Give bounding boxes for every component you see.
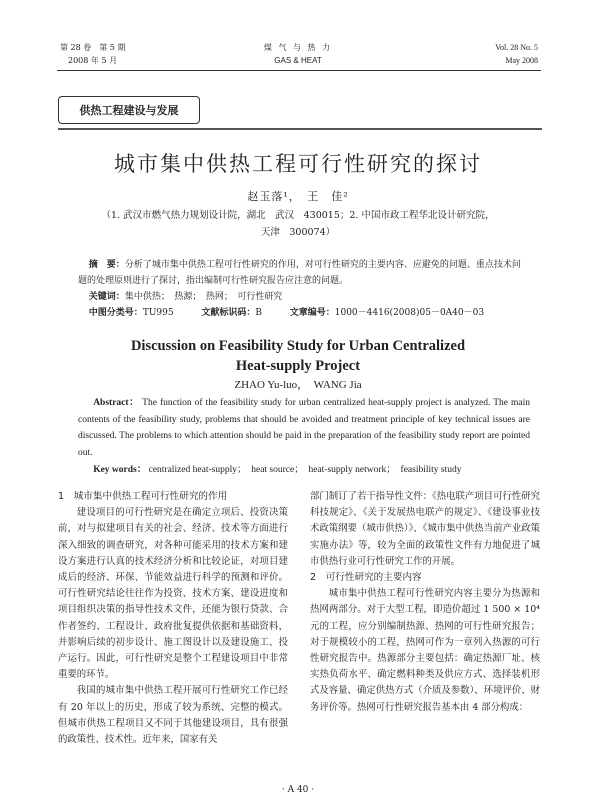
keywords-zh [78, 289, 528, 305]
title-en-line-2: Heat-supply Project [235, 358, 361, 374]
classification-line [78, 305, 528, 321]
journal-volume-en: Vol. 28 No. 5 [495, 43, 538, 52]
paper-title-zh: 城市集中供热工程可行性研究的探讨 [114, 152, 482, 176]
section-tab: 供热工程建设与发展 [58, 96, 200, 124]
keywords-en [78, 462, 530, 479]
affiliations-zh [60, 207, 536, 241]
authors-en: ZHAO Yu-luo， WANG Jia [234, 379, 362, 391]
body-paragraph: 部门制订了若干指导性文件：《热电联产项目可行性研究科技规定》、《关于发展热电联产的规定》、《建设事业技术政策纲要（城市供热）》、《城市集中供热当前产业政策实施办法》等，较为全面的政策性文件有力地促进了城市供热行业可行性研究工作的开展。 [310, 491, 540, 567]
body-paragraph: 我国的城市集中供热工程开展可行性研究工作已经有 20 年以上的历史，形成了较为系统、完整的模式。但城市供热工程项目又不同于其他建设项目，具有很强的政策性、技术性。近年来，国家有关 [58, 685, 288, 746]
section-divider [58, 128, 542, 130]
doccode-value: B [255, 308, 262, 318]
abstract-zh [78, 257, 528, 289]
section-heading-1: 1 城市集中供热工程可行性研究的作用 [58, 491, 228, 502]
journal-volume-issue: 第 28 卷 第 5 期 [60, 43, 126, 52]
abstract-en-block [78, 395, 530, 479]
journal-name-zh: 煤 气 与 热 力 [263, 43, 333, 52]
abstract-en-text: The function of the feasibility study for urban centralized heat-supply project is analyzed. The main contents of the feasibility study, problems that should be avoided and treatment principle of key technical issues are discussed. The problems to which attention should be paid in the preparation of the feasibility study report are pointed out. [78, 398, 530, 458]
section-heading-2: 2 可行性研究的主要内容 [310, 572, 422, 584]
clc-value: TU995 [142, 308, 174, 318]
right-column [310, 489, 540, 716]
abstract-zh-text: 分析了城市集中供热工程可行性研究的作用，对可行性研究的主要内容、应避免的问题、重点技术问题的处理原则进行了探讨，指出编制可行性研究报告应注意的问题。 [78, 260, 521, 286]
abstract-en [78, 395, 530, 461]
keywords-en-label: Key words： [93, 465, 147, 475]
clc-label: 中图分类号： [88, 308, 143, 318]
keywords-en-text: centralized heat-supply； heat source； heat-supply network； feasibility study [148, 465, 462, 475]
body-paragraph: 建设项目的可行性研究是在确定立项后、投资决策前，对与拟建项目有关的社会、经济、技术等方面进行深入细致的调查研究，对各种可能采用的技术方案和建设方案进行认真的技术经济分析和比较论证，对项目建成后的经济、环保、节能效益进行科学的预测和评价。可行性研究结论往往作为投资、技术方案、建设进度和项目组织决策的指导性技术文件，还能为银行贷款、合作者签约、工程设计、政府批复提供依据和基础资料，并影响后续的初步设计、施工图设计以及建设施工、投产运行。因此，可行性研究是整个工程建设项目中非常重要的环节。 [58, 507, 288, 681]
paper-title-en [0, 336, 596, 376]
doccode-label: 文献标识码： [201, 308, 256, 318]
header-rule [57, 70, 541, 71]
article-no-label: 文章编号： [289, 308, 335, 318]
journal-date-en: May 2008 [505, 56, 538, 65]
title-en-line-1: Discussion on Feasibility Study for Urban Centralized [130, 338, 466, 354]
journal-name-en: GAS & HEAT [274, 56, 322, 65]
affiliation-line-2: 天津 300074） [260, 227, 336, 238]
keywords-zh-label: 关键词： [88, 292, 125, 302]
keywords-zh-text: 集中供热； 热源； 热网； 可行性研究 [124, 292, 283, 302]
body-paragraph: 城市集中供热工程可行性研究内容主要分为热源和热网两部分。对于大型工程，即造价超过 1 500 × 10⁴ 元的工程，应分别编制热源、热网的可行性研究报告；对于规模较小的工程，热网可作为一章列入热源的可行性研究报告中。热源部分主要包括：确定热源厂址、核实热负荷水平、确定燃料种类及供应方式、选择装机形式及容量、确定供热方式（介质及参数）、环境评价、财务评价等。热网可行性研究报告基本由 4 部分构成： [310, 588, 540, 713]
abstract-en-label: Abstract： [93, 398, 140, 408]
abstract-zh-block [78, 257, 528, 321]
abstract-zh-label: 摘 要： [88, 260, 125, 270]
journal-date-zh: 2008 年 5 月 [68, 56, 118, 65]
authors-zh: 赵玉落¹， 王 佳² [247, 190, 349, 203]
affiliation-line-1: （1. 武汉市燃气热力规划设计院，湖北 武汉 430015；2. 中国市政工程华北设计研究院， [101, 210, 495, 221]
page-number: · A 40 · [281, 785, 315, 795]
left-column [58, 489, 288, 748]
article-no-value: 1000－4416(2008)05－0A40－03 [334, 308, 485, 318]
